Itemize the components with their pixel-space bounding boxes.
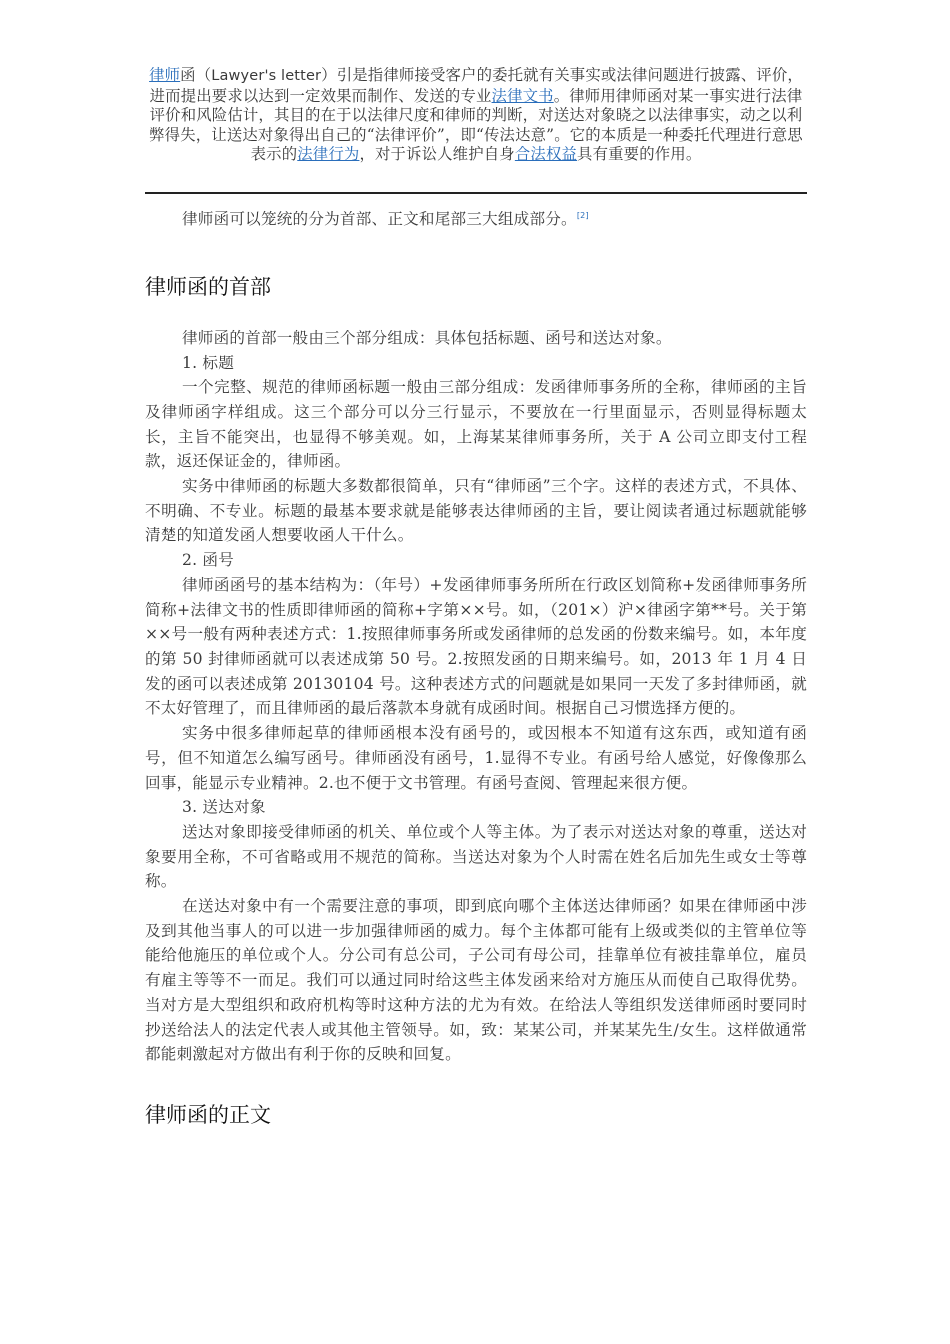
intro-text-5: 具有重要的作用。 — [577, 145, 702, 164]
section-heading-body: 律师函的正文 — [145, 1102, 271, 1127]
link-legal-document[interactable]: 法律文书 — [491, 86, 554, 105]
body-paragraph: 实务中律师函的标题大多数都很简单，只有“律师函”三个字。这样的表述方式，不具体、不明确、不专业。标题的最基本要求就是能够表达律师函的主旨，要让阅读者通过标题就能够清楚的知道发函人想要收函人干什么。 — [145, 477, 807, 545]
link-lawyer[interactable]: 律师 — [149, 66, 181, 84]
intro-text-4: ，对于诉讼人维护自身 — [359, 145, 515, 164]
document-page — [145, 66, 807, 1129]
intro-text-3: 。律师用律师函对某一事实进行法律评价和风险估计，其目的在于以法律尺度和律师的判断，对送达对象晓之以法律事实，动之以利弊得失，让送达对象得出自己的“法律评价”，即“传法达意”。它的本质是一种委托代理进行意思表示的 — [149, 86, 803, 164]
summary-text: 律师函可以笼统的分为首部、正文和尾部三大组成部分。 — [182, 210, 577, 229]
body-paragraph: 律师函的首部一般由三个部分组成：具体包括标题、函号和送达对象。 — [182, 328, 672, 347]
link-legal-act[interactable]: 法律行为 — [297, 145, 360, 164]
intro-latin-term: Lawyer's letter — [211, 68, 322, 84]
link-legal-rights[interactable]: 合法权益 — [514, 145, 578, 164]
body-paragraph: 一个完整、规范的律师函标题一般由三部分组成：发函律师事务所的全称，律师函的主旨及律师函字样组成。这三个部分可以分三行显示，不要放在一行里面显示，否则显得标题太长，主旨不能突出，也显得不够美观。如，上海某某律师事务所，关于 A 公司立即支付工程款，返还保证金的，律师函。 — [145, 378, 807, 471]
section-heading-head: 律师函的首部 — [145, 274, 271, 299]
subheading-title: 1. 标题 — [182, 353, 235, 372]
body-paragraph: 送达对象即接受律师函的机关、单位或个人等主体。为了表示对送达对象的尊重，送达对象要用全称，不可省略或用不规范的简称。当送达对象为个人时需在姓名后加先生或女士等尊称。 — [145, 822, 807, 891]
intro-text-1: 函（ — [180, 66, 212, 84]
intro-paragraph — [145, 66, 807, 165]
horizontal-divider — [145, 192, 807, 194]
summary-paragraph — [145, 204, 807, 232]
citation-link[interactable]: [2] — [576, 210, 589, 220]
body-paragraph: 律师函函号的基本结构为：（年号）+发函律师事务所所在行政区划简称+发函律师事务所简称+法律文书的性质即律师函的简称+字第××号。如，（201×）沪×律函字第**号。关于第××号一般有两种表述方式：1.按照律师事务所或发函律师的总发函的份数来编号。如，本年度的第 50 封律师函就可以表述成第 50 号。2.按照发函的日期来编号。如，2013 年 1 月 4 日发的函可以表述成第 20130104 号。这种表述方式的问题就是如果同一天发了多封律师函，就不太好管理了，而且律师函的最后落款本身就有成函时间。根据自己习惯选择方便的。 — [145, 575, 807, 718]
subheading-number: 2. 函号 — [182, 551, 235, 570]
subheading-recipient: 3. 送达对象 — [182, 798, 266, 817]
intro-text-2: ）引是指律师接受客户的委托就有关事实或法律问题进行披露、评价，进而提出要求以达到一定效果而制作、发送的专业 — [149, 66, 803, 105]
body-paragraph: 在送达对象中有一个需要注意的事项，即到底向哪个主体送达律师函？如果在律师函中涉及到其他当事人的可以进一步加强律师函的威力。每个主体都可能有上级或类似的主管单位等能给他施压的单位或个人。分公司有总公司，子公司有母公司，挂靠单位有被挂靠单位，雇员有雇主等等不一而足。我们可以通过同时给这些主体发函来给对方施压从而使自己取得优势。当对方是大型组织和政府机构等时这种方法的尤为有效。在给法人等组织发送律师函时要同时抄送给法人的法定代表人或其他主管领导。如，致：某某公司，并某某先生/女生。这样做通常都能刺激起对方做出有利于你的反映和回复。 — [145, 897, 807, 1064]
body-paragraph: 实务中很多律师起草的律师函根本没有函号的，或因根本不知道有这东西，或知道有函号，但不知道怎么编写函号。律师函没有函号，1.显得不专业。有函号给人感觉，好像像那么回事，能显示专业精神。2.也不便于文书管理。有函号查阅、管理起来很方便。 — [145, 724, 807, 792]
